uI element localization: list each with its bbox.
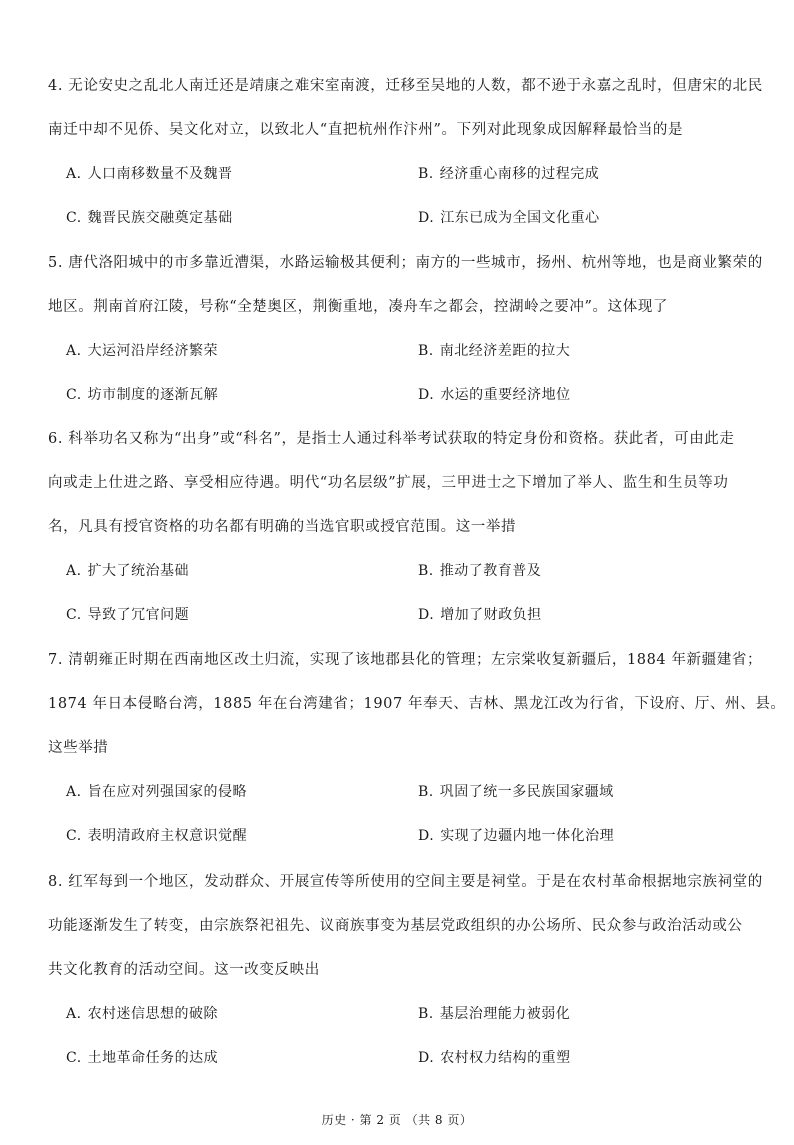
question-6 <box>48 417 776 637</box>
question-stem-line: 6. 科举功名又称为“出身”或“科名”，是指士人通过科举考试获取的特定身份和资格。获此者，可由此走 <box>48 431 735 447</box>
question-stem-line: 南迁中却不见侨、吴文化对立，以致北人“直把杭州作汴州”。下列对此现象成因解释最恰当的是 <box>48 122 684 138</box>
question-7 <box>48 638 786 858</box>
question-stem-line: 4. 无论安史之乱北人南迁还是靖康之难宋室南渡，迁移至吴地的人数，都不逊于永嘉之乱时，但唐宋的北民 <box>48 78 763 94</box>
option-b[interactable]: B. 巩固了统一多民族国家疆域 <box>418 784 614 800</box>
question-stem-line: 向或走上仕进之路、享受相应待遇。明代“功名层级”扩展，三甲进士之下增加了举人、监生和生员等功 <box>48 475 729 491</box>
question-stem-line: 功能逐渐发生了转变，由宗族祭祀祖先、议商族事变为基层党政组织的办公场所、民众参与政治活动或公 <box>48 918 743 934</box>
option-d[interactable]: D. 农村权力结构的重塑 <box>418 1050 571 1066</box>
option-c[interactable]: C. 表明清政府主权意识觉醒 <box>66 828 248 844</box>
option-row <box>48 196 776 240</box>
option-d[interactable]: D. 实现了边疆内地一体化治理 <box>418 828 615 844</box>
option-d[interactable]: D. 水运的重要经济地位 <box>418 387 571 403</box>
page-footer: 历史 · 第 2 页 （共 8 页） <box>321 1113 473 1127</box>
option-a[interactable]: A. 人口南移数量不及魏晋 <box>66 166 233 182</box>
option-row <box>48 770 776 814</box>
option-d[interactable]: D. 增加了财政负担 <box>418 607 542 623</box>
option-b[interactable]: B. 基层治理能力被弱化 <box>418 1006 571 1022</box>
option-b[interactable]: B. 经济重心南移的过程完成 <box>418 166 600 182</box>
option-row <box>48 329 776 373</box>
option-b[interactable]: B. 南北经济差距的拉大 <box>418 343 571 359</box>
option-row <box>48 1036 776 1080</box>
option-a[interactable]: A. 扩大了统治基础 <box>66 563 190 579</box>
option-d[interactable]: D. 江东已成为全国文化重心 <box>418 210 600 226</box>
option-c[interactable]: C. 土地革命任务的达成 <box>66 1050 219 1066</box>
question-8 <box>48 860 776 1080</box>
question-4 <box>48 64 776 240</box>
question-stem-line: 地区。荆南首府江陵，号称“全楚奥区，荆衡重地，凑舟车之都会，控湖岭之要冲”。这体现了 <box>48 299 669 315</box>
option-row <box>48 549 776 593</box>
question-stem-line: 共文化教育的活动空间。这一改变反映出 <box>48 962 320 978</box>
question-stem-line: 7. 清朝雍正时期在西南地区改土归流，实现了该地郡县化的管理；左宗棠收复新疆后，1884 年新疆建省； <box>48 652 763 668</box>
question-stem-line: 这些举措 <box>48 740 109 756</box>
question-5 <box>48 241 776 417</box>
option-row <box>48 593 776 637</box>
option-row <box>48 814 776 858</box>
question-stem-line: 5. 唐代洛阳城中的市多靠近漕渠，水路运输极其便利；南方的一些城市，扬州、杭州等地，也是商业繁荣的 <box>48 255 763 271</box>
option-a[interactable]: A. 大运河沿岸经济繁荣 <box>66 343 219 359</box>
option-a[interactable]: A. 旨在应对列强国家的侵略 <box>66 784 248 800</box>
option-row <box>48 373 776 417</box>
option-row <box>48 152 776 196</box>
question-stem-line: 8. 红军每到一个地区，发动群众、开展宣传等所使用的空间主要是祠堂。于是在农村革命根据地宗族祠堂的 <box>48 874 763 890</box>
option-row <box>48 992 776 1036</box>
question-stem-line: 名，凡具有授官资格的功名都有明确的当选官职或授官范围。这一举措 <box>48 519 517 535</box>
option-a[interactable]: A. 农村迷信思想的破除 <box>66 1006 219 1022</box>
option-c[interactable]: C. 导致了冗官问题 <box>66 607 190 623</box>
option-c[interactable]: C. 魏晋民族交融奠定基础 <box>66 210 233 226</box>
option-c[interactable]: C. 坊市制度的逐渐瓦解 <box>66 387 219 403</box>
option-b[interactable]: B. 推动了教育普及 <box>418 563 542 579</box>
question-stem-line: 1874 年日本侵略台湾，1885 年在台湾建省；1907 年奉天、吉林、黑龙江改为行省，下设府、厅、州、县。 <box>48 696 786 712</box>
